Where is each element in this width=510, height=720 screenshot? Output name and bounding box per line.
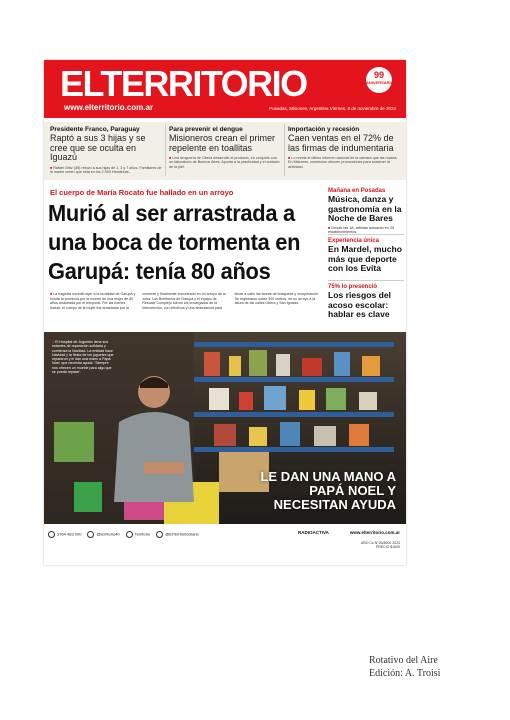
sidebar-divider <box>328 280 404 281</box>
page-footer <box>44 524 406 565</box>
main-story-kicker: El cuerpo de María Rocato fue hallado en un arroyo <box>50 188 234 197</box>
teaser-kicker: Para prevenir el dengue <box>169 126 243 133</box>
teaser-kicker: Importación y recesión <box>288 126 360 133</box>
anniversary-text: ANIVERSARIO <box>366 80 394 85</box>
whatsapp-link: 3764 483 000 <box>48 531 81 538</box>
sidebar-kicker: Experiencia única <box>328 238 380 244</box>
sidebar-story-1 <box>328 188 404 235</box>
sidebar-divider <box>328 234 404 235</box>
teaser-divider <box>165 124 166 176</box>
credits-line-2: Edición: A. Troisi <box>369 667 441 679</box>
edition-info: AÑO Cs N°26/8000 2024 PRECIO $1000 <box>360 541 400 549</box>
credits-line-1: Rotativo del Aire <box>369 655 438 666</box>
logo-territorio: TERRITORIO <box>100 63 307 104</box>
sidebar-headline: Los riesgos del acoso escolar: hablar es clave <box>328 290 392 320</box>
main-story-body: ■ La tragedia sucedió ayer a la localidad de Garupá y enluta la provincia por la muerte de una mujer de 80 años arrastrada por el temporal. Por las fuertes lluvias, el cuerpo de la mujer fue arrastrada por la corriente y finalmente encontrado en un arroyo de la zona. Los Bomberos de Garupá y el equipo de Rescate Complejo fueron los encargados de la intervención, con efectivos y una ambulancia para llevar a cabo las tareas de búsqueda y recuperación. Se registraron sobre 300 metros, en un arroyo a la altura de las calles Obera y San Ignacio. <box>50 292 320 310</box>
main-story-headline: Murió al ser arrastrada a una boca de tormenta en Garupá: tenía 80 años <box>48 200 301 284</box>
tiktok-icon <box>156 531 163 538</box>
teaser-body: ■ Rafael Ortiz (39) retuvo a sus hijas de 1, 3 y 7 años. Familiares de la madre creen que está en los 2.000 Hectáreas. <box>50 166 162 175</box>
teaser-body: ■ Una droguería de Oberá desarrolló el producto, en conjunto con un laboratorio de Buenos Aires. Apunta a la practicidad y el cuidado de la piel. <box>169 156 281 169</box>
sidebar-kicker: Mañana en Posadas <box>328 188 386 194</box>
newspaper-logo <box>60 64 307 104</box>
credits <box>369 655 440 680</box>
teaser-3 <box>288 126 400 169</box>
sidebar-body: ■ Desde las 18, artistas actuarán en 25 establecimientos. <box>328 226 404 235</box>
teaser-2 <box>169 126 281 169</box>
teaser-1 <box>50 126 162 174</box>
tiktok-link: @ElTerritorioDiario <box>156 531 199 538</box>
teaser-headline: Misioneros crean el primer repelente en toallitas <box>169 133 276 153</box>
teaser-kicker: Presidente Franco, Paraguay <box>50 126 140 133</box>
sidebar-kicker: 75% lo presenció <box>328 284 378 290</box>
photo-headline: LE DAN UNA MANO A PAPÁ NOEL Y NECESITAN AYUDA <box>260 469 396 512</box>
teaser-body: ■ Lo revela el último informe nacional de la cámara que las nuclea. En Misiones, comercios ofrecen promociones para sostener la actividad. <box>288 156 400 169</box>
instagram-link: @territorio40 <box>87 531 119 538</box>
instagram-icon <box>87 531 94 538</box>
anniversary-badge <box>366 67 392 93</box>
teaser-strip <box>44 122 406 180</box>
teaser-headline: Caen ventas en el 72% de las firmas de indumentaria <box>288 133 394 153</box>
sidebar-headline: En Mardel, mucho más que deporte con los Evita <box>328 244 403 274</box>
sidebar-story-3 <box>328 284 404 320</box>
radio-brand: RADIOACTIVA <box>298 530 329 535</box>
sidebar-story-2 <box>328 238 404 274</box>
photo-caption: ■ El Hospital de Juguetes llena sus estantes de reparación solidaria y comienza la Navidad. La entidad hace Navidad y la fiesta de los juguetes que repararon y le dan una mano a Papá Noel, que necesita ayuda. 'Siempre nos ofrecen un mueble para algo que se pueda reparar'. <box>52 340 114 374</box>
facebook-link: Territorio <box>126 531 151 538</box>
masthead <box>44 60 406 118</box>
toy-hospital-photo <box>44 332 406 524</box>
sidebar-headline: Música, danza y gastronomía en la Noche de Bares <box>328 194 402 224</box>
anniversary-number: 99 <box>373 70 384 80</box>
footer-website: www.elterritorio.com.ar <box>349 530 400 535</box>
newspaper-front-page <box>44 60 406 565</box>
facebook-icon <box>126 531 133 538</box>
teaser-divider <box>284 124 285 176</box>
social-links <box>48 531 199 538</box>
teaser-headline: Raptó a sus 3 hijas y se cree que se oculta en Iguazú <box>50 133 146 162</box>
whatsapp-icon <box>48 531 55 538</box>
masthead-website: www.elterritorio.com.ar <box>64 103 154 112</box>
logo-el: EL <box>60 63 101 104</box>
dateline: Posadas, Misiones, Argentina Viernes, 8 de noviembre de 2024 <box>269 106 396 111</box>
